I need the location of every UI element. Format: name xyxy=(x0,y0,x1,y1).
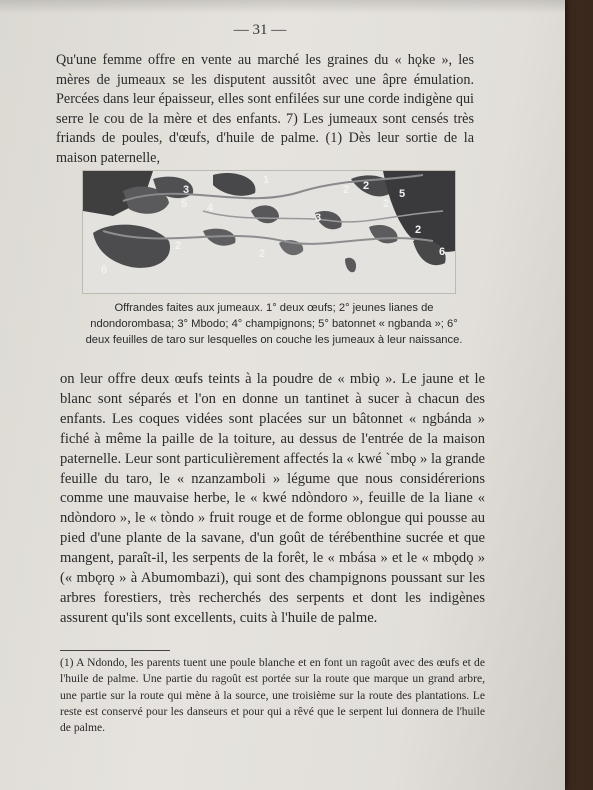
figure-label: 2 xyxy=(363,180,370,192)
figure-label: 1 xyxy=(263,174,270,186)
figure-caption: Offrandes faites aux jumeaux. 1° deux œufs; 2° jeunes lianes de ndondorombasa; 3° Mbodo; 4° champignons; 5° batonnet « ngbanda »; 6° deux feuilles de taro sur lesquelles on couche les jumeaux à leur naissance. xyxy=(85,302,463,346)
figure-label: 5 xyxy=(181,198,188,210)
figure-label: 2 xyxy=(383,198,390,210)
offerings-photo-drawing xyxy=(83,171,455,293)
figure-label: 3 xyxy=(315,212,322,224)
figure-label: 2 xyxy=(415,224,422,236)
figure-label: 2 xyxy=(259,248,266,260)
offerings-photo xyxy=(82,170,456,294)
figure-label: 6 xyxy=(439,246,446,258)
figure-label: 4 xyxy=(207,202,214,214)
paragraph-top: Qu'une femme offre en vente au marché les graines du « hǫke », les mères de jumeaux se les disputent aussitôt avec une âpre émulation. Percées dans leur épaisseur, elles sont enfilées sur une corde indigène qui serre le cou de la mère et des enfants. 7) Les jumeaux sont censés très friands de poules, d'œufs, d'huile de palme. (1) Dès leur sortie de la maison paternelle, xyxy=(56,52,474,166)
figure-label: 5 xyxy=(399,188,406,200)
footnote: (1) A Ndondo, les parents tuent une poule blanche et en font un ragoût avec des œufs et de l'huile de palme. Une partie du ragoût est portée sur la route que marque un grand arbre, une partie sur la route qui mène à la source, une troisième sur la route des plantations. Le reste est conservé pour les danseurs et pour qui a rêvé que le serpent lui donnera de l'huile de palme. xyxy=(60,656,485,735)
paragraph-main: on leur offre deux œufs teints à la poudre de « mbiǫ ». Le jaune et le blanc sont séparés et l'on en donne un tantinet à sucer à chacun des enfants. Les coques vidées sont placées sur un bâtonnet « ngbánda » fiché à même la paille de la toiture, au dessus de l'entrée de la maison paternelle. Leur sont particulièrement affectés la « kwé `mbǫ » la grande feuille du taro, le « nzanzamboli » légume que nous considérerions comme une mauvaise herbe, le « kwé ndòndoro », feuille de la liane « ndòndoro », le « tòndo » fruit rouge et de forme oblongue qui pousse au pied d'une plante de la savane, d'un goût de térébenthine sucrée et que mangent, paraît-il, les serpents de la forêt, le « mbása » et le « mbǫdǫ » (« mbǫrǫ » à Abumombazi), qui sont des champignons poussant sur les arbres forestiers, très recherchés des serpents et dont les indigènes assurent qu'ils sont excellents, cuits à l'huile de palme. xyxy=(60,371,485,626)
page-shadow xyxy=(0,0,565,14)
figure-label: 2 xyxy=(343,184,350,196)
figure-label: 2 xyxy=(175,240,182,252)
footnote-rule xyxy=(60,650,170,651)
figure-label: 3 xyxy=(183,184,190,196)
page-number: — 31 — xyxy=(233,22,287,38)
figure-label: 6 xyxy=(101,264,108,276)
